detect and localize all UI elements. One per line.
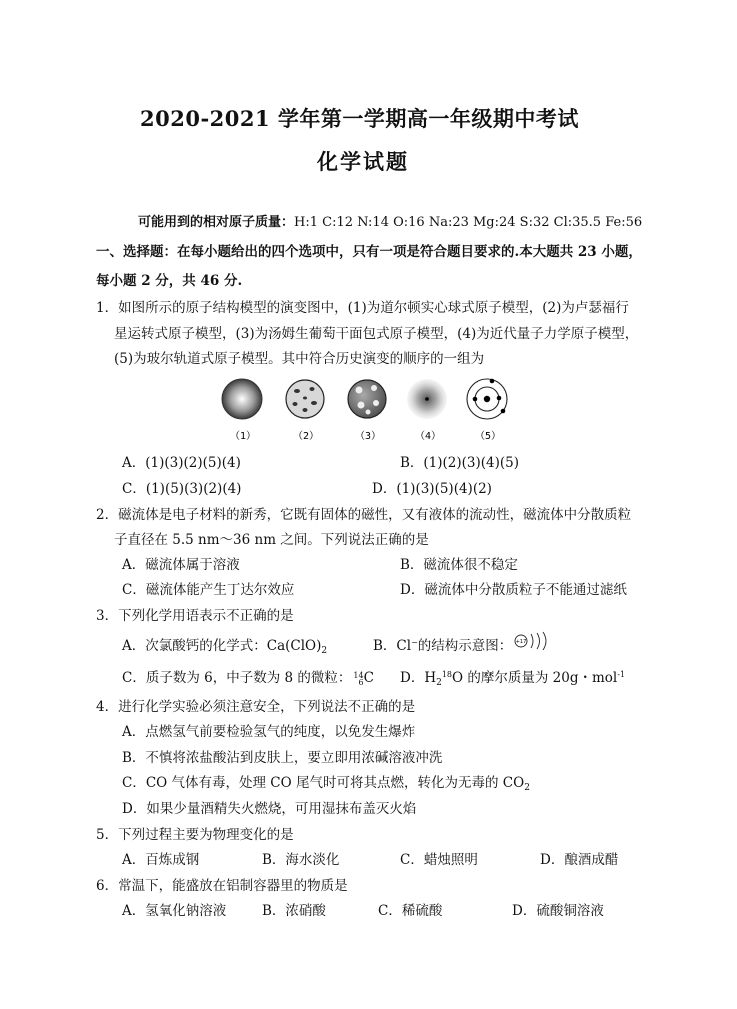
q3-option-a-subscript: 2 <box>321 646 328 656</box>
q4-option-c-subscript: 2 <box>524 783 530 793</box>
q5-option-b: B．海水淡化 <box>262 852 340 868</box>
q3-option-b-superscript: − <box>411 638 418 647</box>
section-instructions-line1: 一、选择题：在每小题给出的四个选项中，只有一项是符合题目要求的.本大题共 23 小题， <box>96 244 642 260</box>
q1-stem-line2: 星运转式原子模型，(3)为汤姆生葡萄干面包式原子模型，(4)为近代量子力学原子模型， <box>114 326 639 342</box>
q4-option-d: D．如果少量酒精失火燃烧，可用湿抹布盖灭火焰 <box>122 801 417 817</box>
rutherford-model-icon <box>286 380 324 418</box>
page-title: 2020-2021 学年第一学期高一年级期中考试 <box>140 106 579 131</box>
fig-label-3: （3） <box>355 431 382 442</box>
q3-option-d-unit-exponent: -1 <box>617 670 626 679</box>
fig-label-2: （2） <box>293 431 320 442</box>
fig-label-4: （4） <box>415 431 442 442</box>
dalton-model-icon <box>222 379 262 419</box>
atomic-mass-values: H:1 C:12 N:14 O:16 Na:23 Mg:24 S:32 Cl:35.5 Fe:56 <box>294 215 643 230</box>
q1-option-b: B．(1)(2)(3)(4)(5) <box>400 455 520 471</box>
page-subtitle: 化学试题 <box>317 149 409 174</box>
q3-option-b-text: B．Cl <box>373 638 412 654</box>
q4-stem: 4．进行化学实验必须注意安全，下列说法不正确的是 <box>96 699 416 715</box>
cl-ion-structure-icon <box>512 630 552 652</box>
q3-option-d-superscript: 18 <box>441 670 453 679</box>
q1-option-a: A．(1)(3)(2)(5)(4) <box>122 455 241 471</box>
q3-option-b <box>373 634 512 654</box>
q3-option-a <box>122 634 327 654</box>
atomic-mass-line <box>138 211 642 230</box>
q3-option-d <box>400 666 625 686</box>
q3-option-c-text: C．质子数为 6，中子数为 8 的微粒： <box>122 670 352 686</box>
q3-option-c-mass-number: 14 <box>353 670 364 680</box>
q4-option-b: B．不慎将浓盐酸沾到皮肤上，要立即用浓碱溶液冲洗 <box>122 750 443 766</box>
q1-option-d: D．(1)(3)(5)(4)(2) <box>372 481 492 497</box>
q1-stem-line1: 1．如图所示的原子结构模型的演变图中，(1)为道尔顿实心球式原子模型，(2)为卢瑟福行 <box>96 300 629 316</box>
q1-stem-line3: (5)为玻尔轨道式原子模型。其中符合历史演变的顺序的一组为 <box>114 351 485 367</box>
q2-option-a: A．磁流体属于溶液 <box>122 557 240 573</box>
q3-option-c-atomic-number: 6 <box>358 677 364 687</box>
q5-option-c: C．蜡烛照明 <box>400 852 478 868</box>
q2-stem-line2: 子直径在 5.5 nm～36 nm 之间。下列说法正确的是 <box>114 532 429 548</box>
fig-label-1: （1） <box>230 431 257 442</box>
q3-option-a-text: A．次氯酸钙的化学式：Ca(ClO) <box>122 638 322 654</box>
q4-option-c-text: C．CO 气体有毒，处理 CO 尾气时可将其点燃，转化为无毒的 CO <box>122 775 525 791</box>
fig-label-5: （5） <box>475 431 502 442</box>
q1-option-c: C．(1)(5)(3)(2)(4) <box>122 481 242 497</box>
q2-option-b: B．磁流体很不稳定 <box>400 557 518 573</box>
atomic-mass-label: 可能用到的相对原子质量： <box>138 215 295 230</box>
quantum-model-icon <box>407 379 447 419</box>
q6-stem: 6．常温下，能盛放在铝制容器里的物质是 <box>96 878 348 894</box>
q6-option-c: C．稀硫酸 <box>378 903 443 919</box>
q3-stem: 3．下列化学用语表示不正确的是 <box>96 608 294 624</box>
q6-option-b: B．浓硝酸 <box>262 903 326 919</box>
bohr-model-icon <box>467 379 507 419</box>
q2-stem-line1: 2．磁流体是电子材料的新秀，它既有固体的磁性，又有液体的流动性，磁流体中分散质粒 <box>96 507 632 523</box>
thomson-model-icon <box>348 380 386 418</box>
q2-option-c: C．磁流体能产生丁达尔效应 <box>122 582 295 598</box>
q2-option-d: D．磁流体中分散质粒子不能通过滤纸 <box>400 582 627 598</box>
q6-option-d: D．硫酸铜溶液 <box>512 903 604 919</box>
q3-option-c <box>122 666 374 686</box>
q4-option-a: A．点燃氢气前要检验氢气的纯度，以免发生爆炸 <box>122 724 416 740</box>
section-instructions-line2: 每小题 2 分，共 46 分. <box>96 273 243 289</box>
q3-option-c-element: C <box>363 670 374 686</box>
q3-option-d-text2: O 的摩尔质量为 20g・mol <box>452 670 618 686</box>
q5-stem: 5．下列过程主要为物理变化的是 <box>96 827 294 843</box>
q4-option-c <box>122 771 530 791</box>
atom-models-figure <box>215 374 535 444</box>
q5-option-d: D．酿酒成醋 <box>540 852 619 868</box>
q3-option-b-text2: 的结构示意图： <box>417 638 513 654</box>
q3-option-d-text: D．H <box>400 670 437 686</box>
q6-option-a: A．氢氧化钠溶液 <box>122 903 227 919</box>
q5-option-a: A．百炼成钢 <box>122 852 200 868</box>
nucleus-charge-label: +17 <box>515 639 527 645</box>
q3-option-d-subscript: 2 <box>436 678 442 688</box>
